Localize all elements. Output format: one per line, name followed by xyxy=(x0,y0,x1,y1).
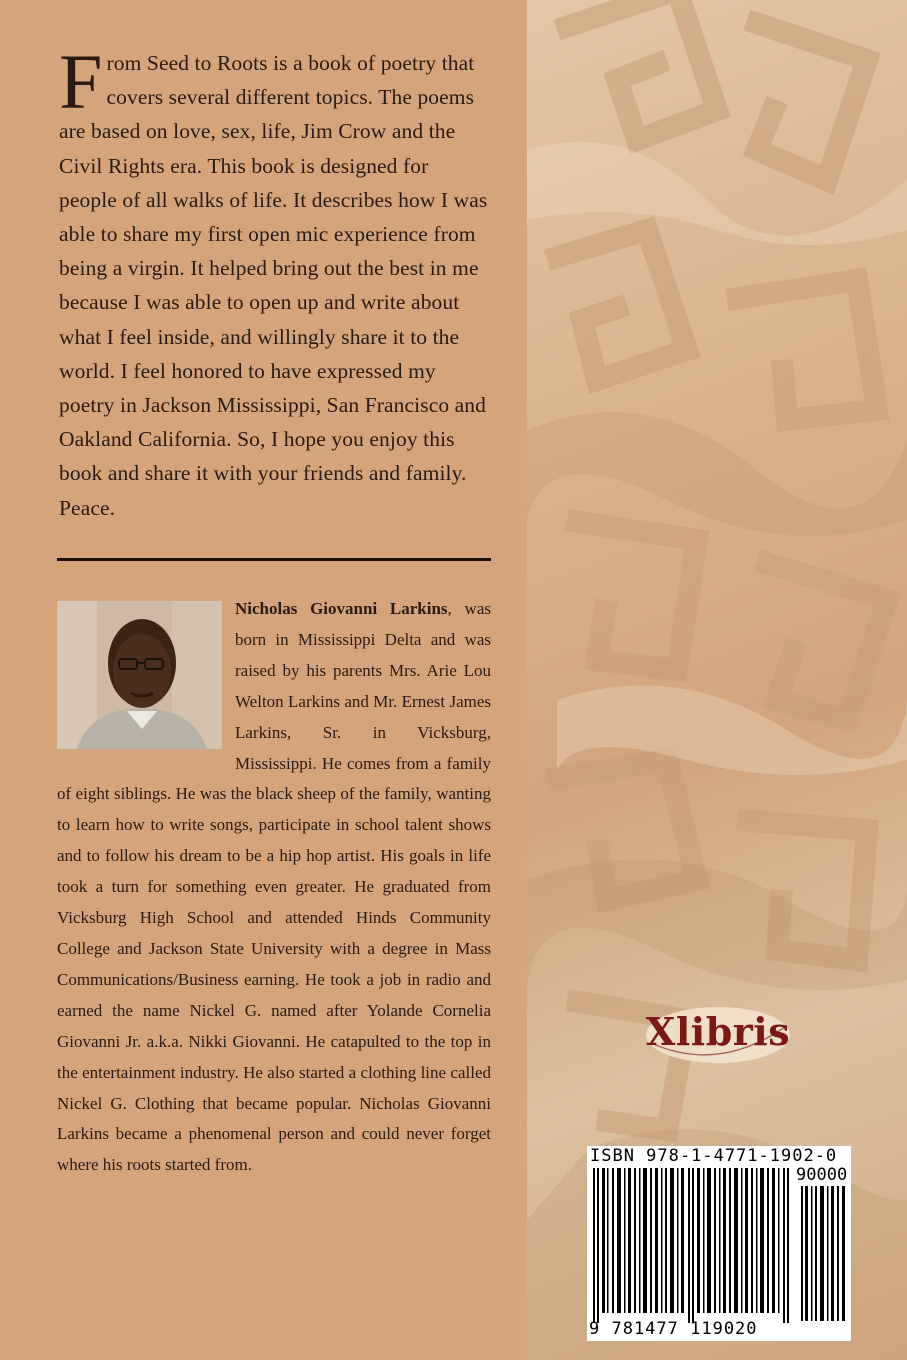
author-bio-text: , was born in Mississippi Delta and was raised by his parents Mrs. Arie Lou Welton Larkins and Mr. Ernest James Larkins, Sr. in Vicksburg, Mississippi. He comes from a family of eight siblings. He was the black sheep of the family, wanting to learn how to write songs, participate in school talent shows and to follow his dream to be a hip hop artist. His goals in life took a turn for something even greater. He graduated from Vicksburg High School and attended Hinds Community College and Jackson State University with a degree in Mass Communications/Business earning. He took a job in radio and earned the name Nickel G. named after Yolande Cornelia Giovanni Jr. a.k.a. Nikki Giovanni. He catapulted to the top in the entertainment industry. He also started a clothing line called Nickel G. Clothing that became popular. Nicholas Giovanni Larkins became a phenomenal person and could never forget where his roots started from. xyxy=(57,599,491,1175)
isbn-barcode xyxy=(587,1146,851,1341)
isbn-label: ISBN 978-1-4771-1902-0 xyxy=(590,1146,838,1166)
ean-number: 9 781477 119020 xyxy=(589,1319,758,1339)
section-divider xyxy=(57,558,491,561)
publisher-logo-text: Xlibris xyxy=(645,1009,791,1054)
ean-barcode-bars xyxy=(593,1168,793,1323)
drop-cap: F xyxy=(59,38,103,125)
book-description-text: rom Seed to Roots is a book of poetry that covers several different topics. The poems are based on love, sex, life, Jim Crow and the Civil Rights era. This book is designed for people of all walks of life. It describes how I was able to share my first open mic experience from being a virgin. It helped bring out the best in me because I was able to open up and write about what I feel inside, and willingly share it to the world. I feel honored to have expressed my poetry in Jackson Mississippi, San Francisco and Oakland California. So, I hope you enjoy this book and share it with your friends and family. Peace. xyxy=(59,51,488,520)
author-photo xyxy=(57,601,222,749)
addon-barcode-bars xyxy=(801,1186,847,1321)
book-description xyxy=(59,38,491,525)
isbn-addon-number: 90000 xyxy=(796,1165,848,1185)
author-name: Nicholas Giovanni Larkins xyxy=(235,599,448,618)
publisher-logo xyxy=(643,1003,793,1067)
